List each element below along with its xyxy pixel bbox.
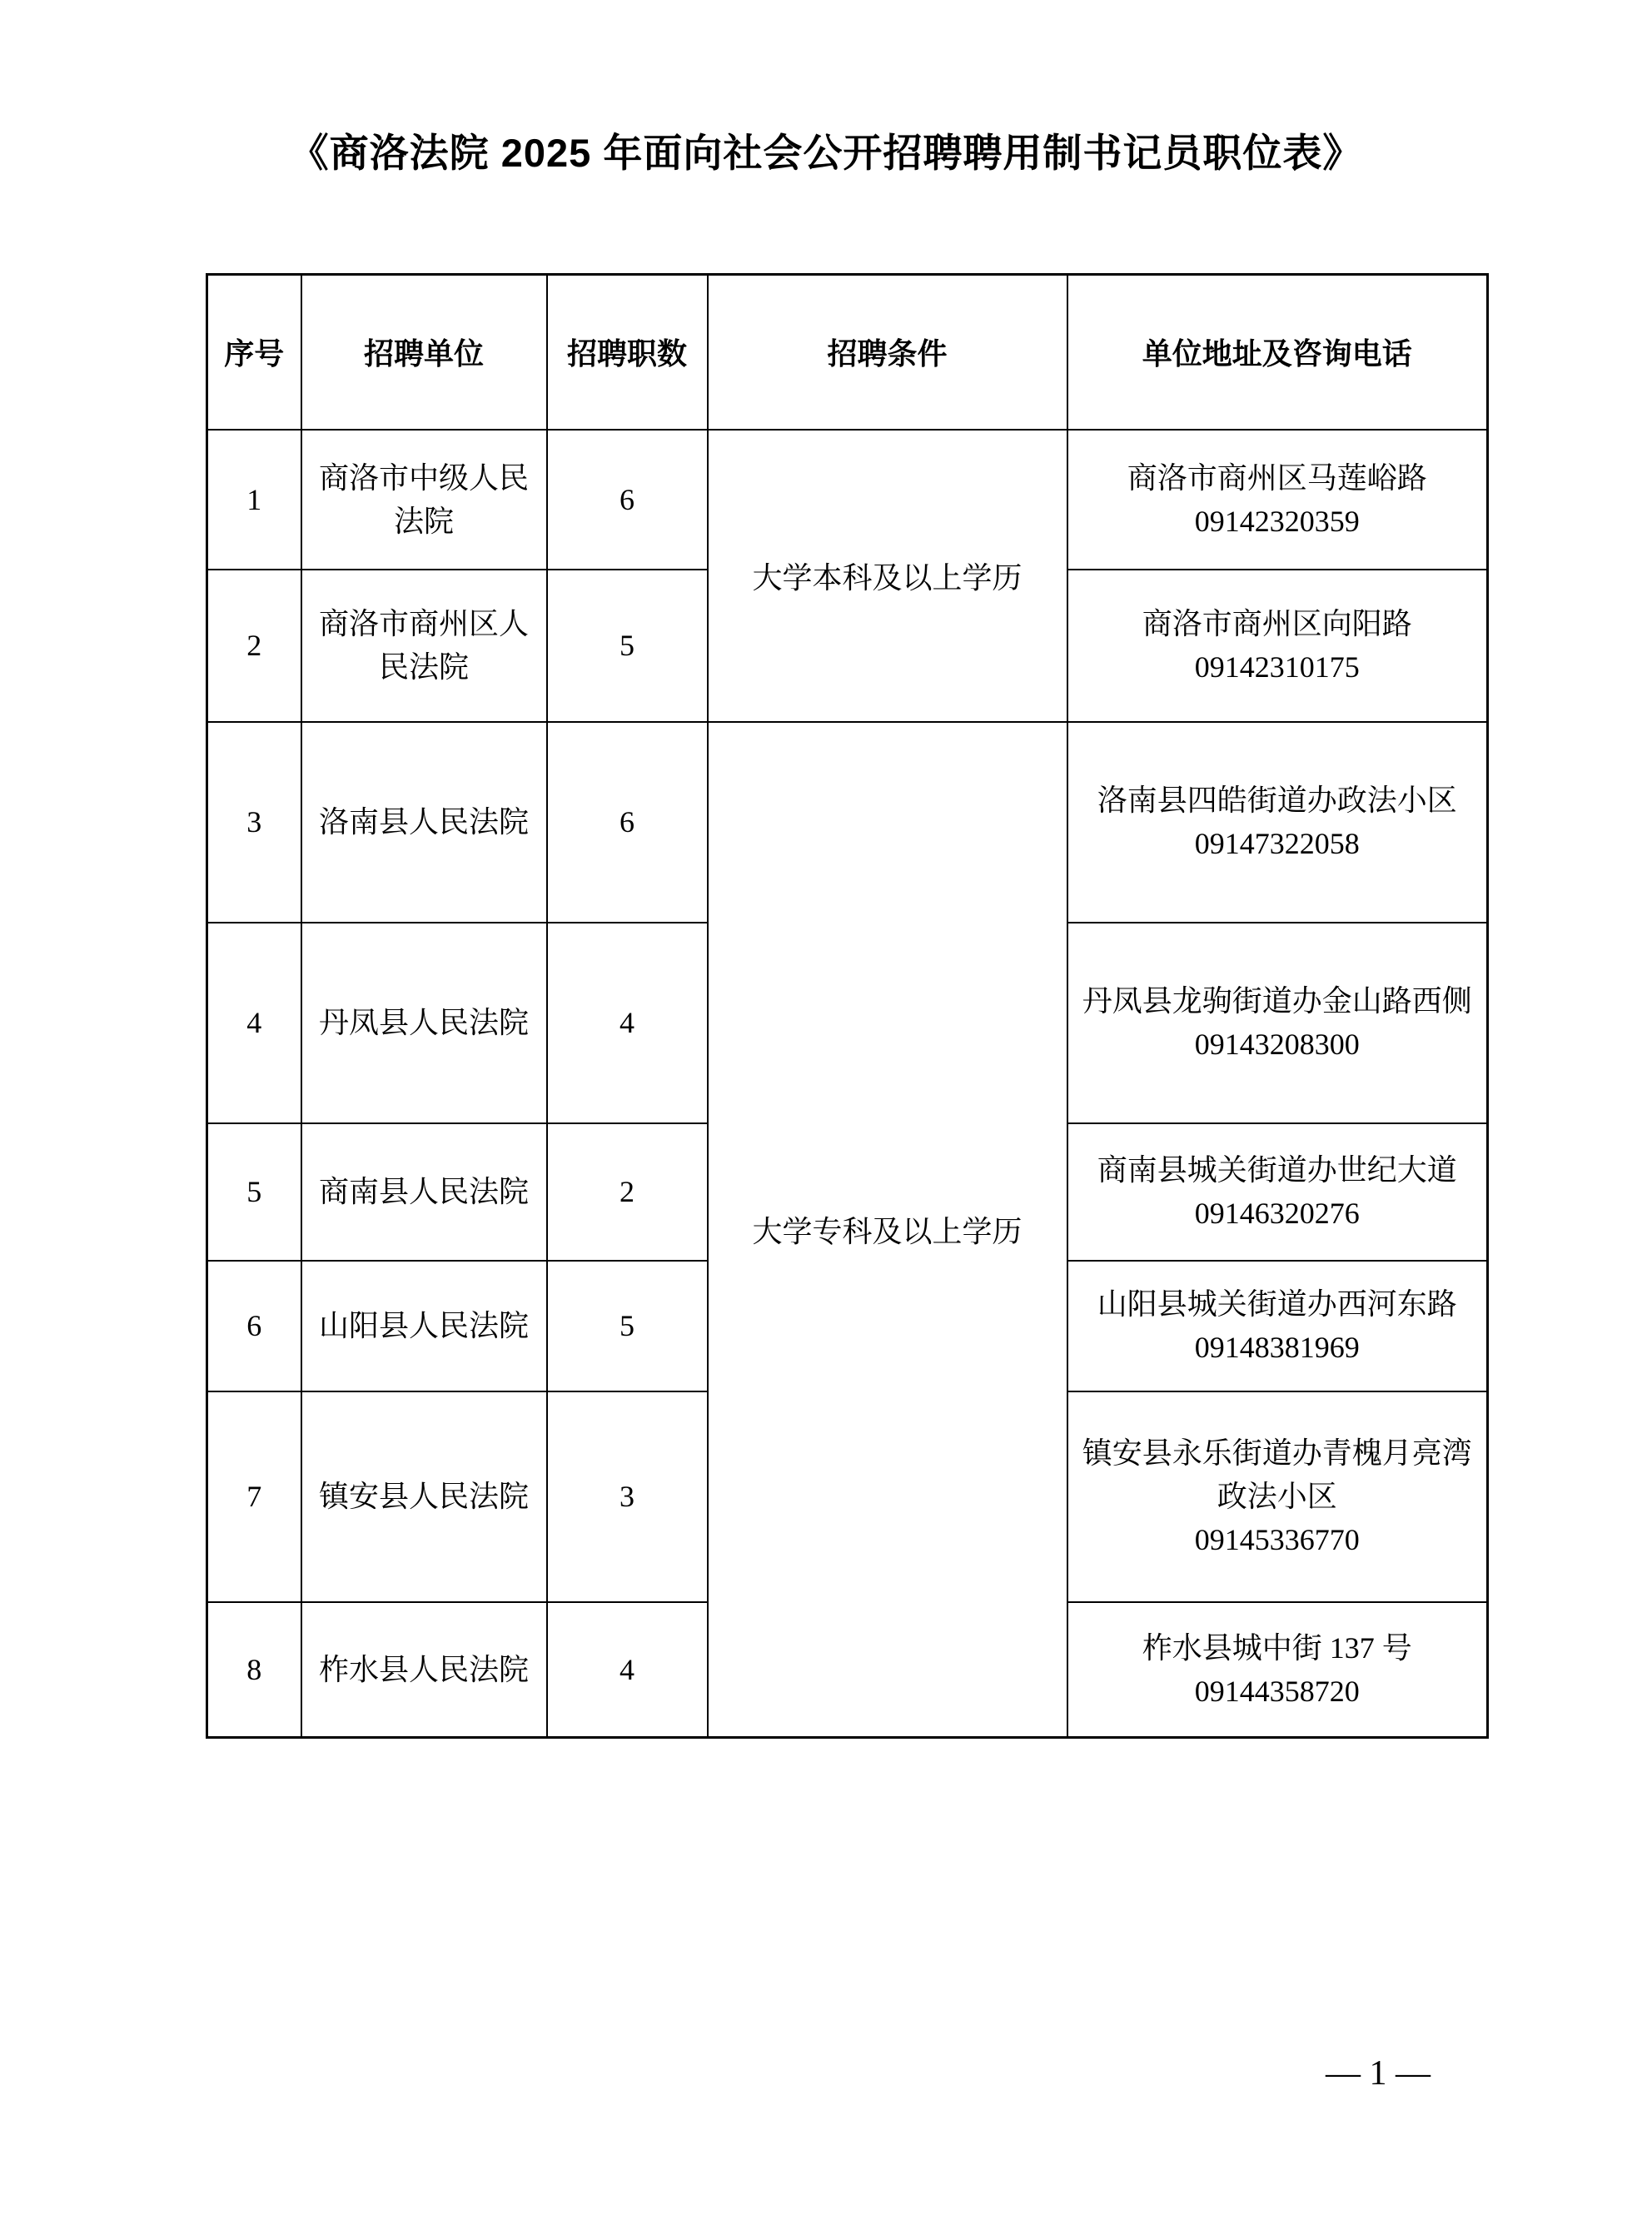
address-line: 镇安县永乐街道办青槐月亮湾 xyxy=(1082,1436,1472,1470)
cell-count: 5 xyxy=(547,1261,708,1391)
header-count: 招聘职数 xyxy=(547,275,708,430)
phone-number: 09147322058 xyxy=(1194,827,1360,860)
phone-number: 09145336770 xyxy=(1194,1523,1360,1556)
cell-count: 6 xyxy=(547,430,708,570)
address-line: 丹凤县龙驹街道办金山路西侧 xyxy=(1082,984,1472,1018)
cell-address xyxy=(1067,722,1488,923)
address-line: 政法小区 xyxy=(1217,1480,1337,1513)
address-line: 商洛市商州区马莲峪路 xyxy=(1127,460,1427,495)
header-unit: 招聘单位 xyxy=(301,275,547,430)
phone-number: 09148381969 xyxy=(1194,1331,1360,1364)
document-title: 《商洛法院 2025 年面向社会公开招聘聘用制书记员职位表》 xyxy=(289,131,1363,175)
phone-number: 09144358720 xyxy=(1194,1674,1360,1708)
cell-unit xyxy=(301,570,547,722)
cell-unit xyxy=(301,1123,547,1261)
unit-line: 法院 xyxy=(393,504,454,538)
cell-count: 2 xyxy=(547,1123,708,1261)
unit-line: 山阳县人民法院 xyxy=(318,1309,529,1342)
phone-number: 09142320359 xyxy=(1194,504,1360,538)
header-condition: 招聘条件 xyxy=(708,275,1067,430)
cell-no: 5 xyxy=(207,1123,301,1261)
header-address-phone: 单位地址及咨询电话 xyxy=(1067,275,1488,430)
unit-line: 商洛市商州区人 xyxy=(318,607,529,640)
cell-unit xyxy=(301,923,547,1123)
cell-no: 6 xyxy=(207,1261,301,1391)
cell-condition-associate: 大学专科及以上学历 xyxy=(708,722,1067,1738)
unit-line: 民法院 xyxy=(378,650,469,684)
unit-line: 洛南县人民法院 xyxy=(318,805,529,839)
cell-address xyxy=(1067,1261,1488,1391)
phone-number: 09143208300 xyxy=(1194,1028,1360,1061)
unit-line: 柞水县人民法院 xyxy=(318,1652,529,1686)
address-line: 商南县城关街道办世纪大道 xyxy=(1097,1153,1457,1187)
cell-count: 6 xyxy=(547,722,708,923)
job-positions-table xyxy=(206,273,1489,1739)
cell-condition-bachelor: 大学本科及以上学历 xyxy=(708,430,1067,722)
cell-count: 5 xyxy=(547,570,708,722)
address-line: 洛南县四皓街道办政法小区 xyxy=(1097,784,1457,817)
cell-no: 8 xyxy=(207,1602,301,1738)
cell-address xyxy=(1067,430,1488,570)
cell-count: 4 xyxy=(547,923,708,1123)
cell-count: 3 xyxy=(547,1391,708,1602)
cell-count: 4 xyxy=(547,1602,708,1738)
cell-address xyxy=(1067,570,1488,722)
unit-line: 商洛市中级人民 xyxy=(318,460,529,495)
address-line: 柞水县城中街 137 号 xyxy=(1142,1630,1412,1665)
table-header-row xyxy=(207,275,1488,430)
cell-unit xyxy=(301,1261,547,1391)
cell-address xyxy=(1067,1602,1488,1738)
address-line: 商洛市商州区向阳路 xyxy=(1142,607,1412,640)
cell-unit xyxy=(301,722,547,923)
cell-unit xyxy=(301,1602,547,1738)
address-line: 山阳县城关街道办西河东路 xyxy=(1097,1287,1457,1321)
cell-no: 4 xyxy=(207,923,301,1123)
table-row xyxy=(207,722,1488,923)
header-no: 序号 xyxy=(207,275,301,430)
unit-line: 商南县人民法院 xyxy=(318,1175,529,1208)
unit-line: 镇安县人民法院 xyxy=(318,1480,529,1513)
cell-address xyxy=(1067,1391,1488,1602)
phone-number: 09142310175 xyxy=(1194,650,1360,684)
cell-address xyxy=(1067,1123,1488,1261)
cell-no: 7 xyxy=(207,1391,301,1602)
cell-no: 2 xyxy=(207,570,301,722)
cell-address xyxy=(1067,923,1488,1123)
unit-line: 丹凤县人民法院 xyxy=(318,1006,529,1039)
page-number: — 1 — xyxy=(1326,2054,1431,2093)
cell-unit xyxy=(301,430,547,570)
cell-no: 3 xyxy=(207,722,301,923)
phone-number: 09146320276 xyxy=(1194,1197,1360,1230)
cell-unit xyxy=(301,1391,547,1602)
cell-no: 1 xyxy=(207,430,301,570)
table-row xyxy=(207,430,1488,570)
